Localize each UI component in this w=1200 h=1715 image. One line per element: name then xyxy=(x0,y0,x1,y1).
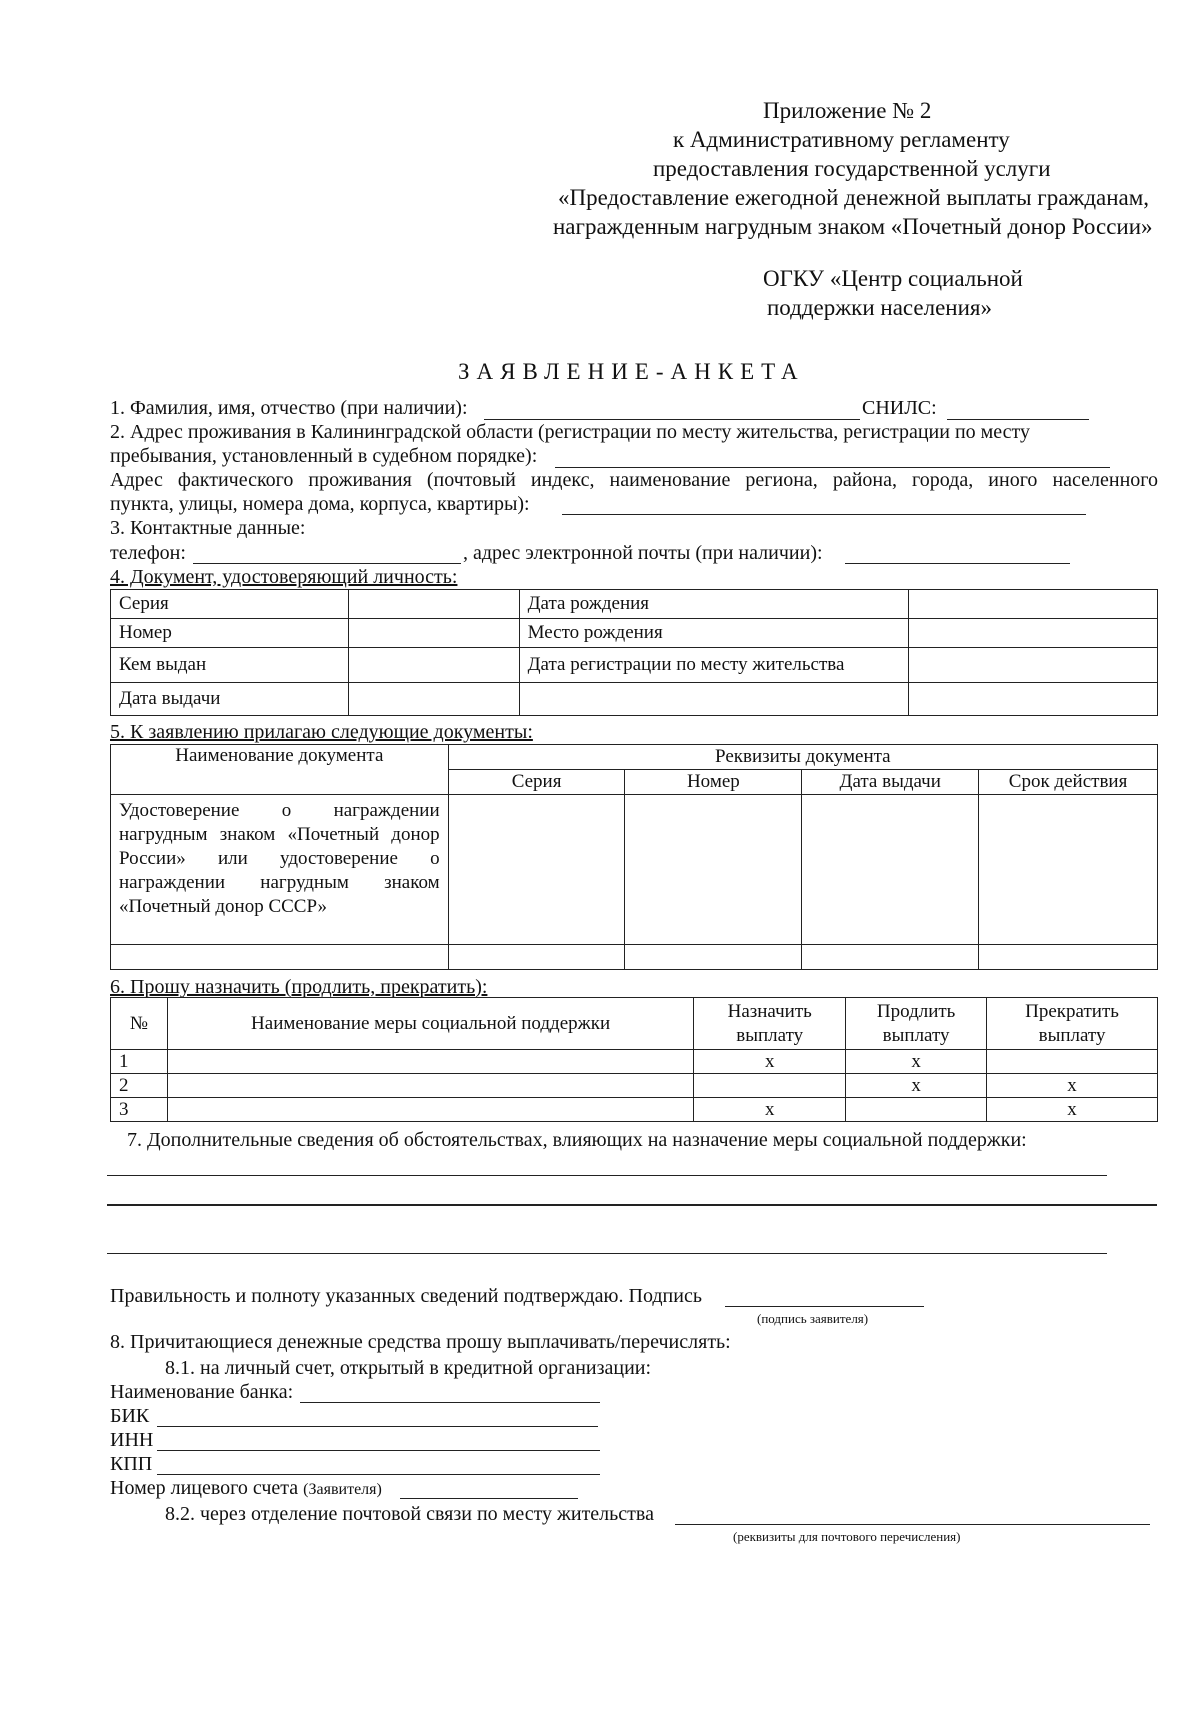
request-title: 6. Прошу назначить (продлить, прекратить): xyxy=(110,976,488,998)
table-row xyxy=(111,998,1158,1050)
appendix-line-1: Приложение № 2 xyxy=(763,98,932,123)
measure-name-cell[interactable] xyxy=(167,1098,693,1122)
birth-place-value-cell[interactable] xyxy=(909,619,1158,648)
inn-field[interactable] xyxy=(157,1450,600,1451)
empty-label-cell xyxy=(519,683,909,716)
identity-doc-title: 4. Документ, удостоверяющий личность: xyxy=(110,566,458,588)
number-column-header: № xyxy=(111,998,168,1050)
table-row xyxy=(111,590,1158,619)
table-row xyxy=(111,1050,1158,1074)
extra-doc-number-cell[interactable] xyxy=(625,945,802,970)
doc-issue-date-cell[interactable] xyxy=(802,795,979,945)
birth-place-label: Место рождения xyxy=(519,619,909,648)
personal-account-option: 8.1. на личный счет, открытый в кредитной организации: xyxy=(165,1357,652,1379)
bik-label: БИК xyxy=(110,1405,150,1427)
series-label: Серия xyxy=(111,590,349,619)
doc-requisites-header: Реквизиты документа xyxy=(448,745,1157,770)
snils-label: СНИЛС: xyxy=(862,397,937,419)
recipient-line-1: ОГКУ «Центр социальной xyxy=(763,266,1023,291)
additional-info-line-2[interactable] xyxy=(107,1204,1157,1206)
extend-cell[interactable] xyxy=(846,1098,987,1122)
fio-label: 1. Фамилия, имя, отчество (при наличии): xyxy=(110,397,468,419)
kpp-label: КПП xyxy=(110,1453,153,1475)
attached-docs-table xyxy=(110,744,1158,970)
birth-date-label: Дата рождения xyxy=(519,590,909,619)
doc-name-header: Наименование документа xyxy=(111,745,449,795)
assign-cell[interactable]: x xyxy=(694,1050,846,1074)
inn-label: ИНН xyxy=(110,1429,154,1451)
appendix-line-3: предоставления государственной услуги xyxy=(653,156,1051,181)
email-field[interactable] xyxy=(845,563,1070,564)
residence-address-field[interactable] xyxy=(555,467,1110,468)
assign-column-header: Назначить выплату xyxy=(694,998,846,1050)
table-row xyxy=(111,795,1158,945)
registration-date-label: Дата регистрации по месту жительства xyxy=(519,648,909,683)
snils-field[interactable] xyxy=(947,419,1089,420)
table-row xyxy=(111,648,1158,683)
bank-name-label: Наименование банка: xyxy=(110,1381,294,1403)
extend-column-header: Продлить выплату xyxy=(846,998,987,1050)
empty-value-cell[interactable] xyxy=(909,683,1158,716)
fio-field[interactable] xyxy=(484,419,860,420)
signature-hint: (подпись заявителя) xyxy=(757,1311,869,1326)
recipient-line-2: поддержки населения» xyxy=(767,295,992,320)
registration-date-value-cell[interactable] xyxy=(909,648,1158,683)
account-number-label-text: Номер лицевого счета xyxy=(110,1477,299,1499)
table-row xyxy=(111,945,1158,970)
kpp-field[interactable] xyxy=(157,1474,600,1475)
doc-series-cell[interactable] xyxy=(448,795,625,945)
actual-address-field[interactable] xyxy=(562,514,1086,515)
extra-doc-name-cell[interactable] xyxy=(111,945,449,970)
row-number: 2 xyxy=(111,1074,168,1098)
form-title: ЗАЯВЛЕНИЕ-АНКЕТА xyxy=(458,359,805,384)
number-label: Номер xyxy=(111,619,349,648)
issue-date-label: Дата выдачи xyxy=(111,683,349,716)
bik-field[interactable] xyxy=(157,1426,598,1427)
email-label: , адрес электронной почты (при наличии): xyxy=(463,542,823,564)
stop-cell[interactable] xyxy=(987,1050,1158,1074)
doc-validity-cell[interactable] xyxy=(979,795,1158,945)
issue-date-value-cell[interactable] xyxy=(348,683,519,716)
confirmation-text: Правильность и полноту указанных сведений подтверждаю. Подпись xyxy=(110,1285,702,1307)
support-measures-table xyxy=(110,997,1158,1122)
extra-doc-issue-date-cell[interactable] xyxy=(802,945,979,970)
extend-cell[interactable]: x xyxy=(846,1050,987,1074)
actual-address-label-2: пункта, улицы, номера дома, корпуса, квартиры): xyxy=(110,493,530,515)
extra-doc-validity-cell[interactable] xyxy=(979,945,1158,970)
assign-cell[interactable]: x xyxy=(694,1098,846,1122)
identity-doc-table xyxy=(110,589,1158,716)
signature-field[interactable] xyxy=(725,1306,924,1307)
assign-cell[interactable] xyxy=(694,1074,846,1098)
validity-header: Срок действия xyxy=(979,770,1158,795)
series-value-cell[interactable] xyxy=(348,590,519,619)
doc-number-cell[interactable] xyxy=(625,795,802,945)
measure-name-cell[interactable] xyxy=(167,1074,693,1098)
number-header: Номер xyxy=(625,770,802,795)
actual-address-label-1: Адрес фактического проживания (почтовый индекс, наименование региона, района, города, иного населенного xyxy=(110,469,1158,491)
attached-docs-title: 5. К заявлению прилагаю следующие документы: xyxy=(110,721,533,743)
post-office-option: 8.2. через отделение почтовой связи по месту жительства xyxy=(165,1503,654,1525)
account-number-hint: (Заявителя) xyxy=(303,1481,382,1498)
table-row xyxy=(111,745,1158,770)
payment-method-title: 8. Причитающиеся денежные средства прошу выплачивать/перечислять: xyxy=(110,1331,731,1353)
residence-address-label-1: 2. Адрес проживания в Калининградской области (регистрации по месту жительства, регистрации по месту xyxy=(110,421,1031,443)
measure-name-cell[interactable] xyxy=(167,1050,693,1074)
contacts-title: 3. Контактные данные: xyxy=(110,517,306,539)
stop-cell[interactable]: x xyxy=(987,1074,1158,1098)
measure-column-header: Наименование меры социальной поддержки xyxy=(167,998,693,1050)
bank-name-field[interactable] xyxy=(300,1402,600,1403)
issued-by-label: Кем выдан xyxy=(111,648,349,683)
row-number: 3 xyxy=(111,1098,168,1122)
additional-info-line-1[interactable] xyxy=(107,1175,1107,1176)
doc-name-cell: Удостоверение о награждении нагрудным знаком «Почетный донор России» или удостоверение о награждении нагрудным знаком «Почетный донор СССР» xyxy=(111,795,449,945)
account-number-field[interactable] xyxy=(400,1498,578,1499)
residence-address-label-2: пребывания, установленный в судебном порядке): xyxy=(110,445,538,467)
stop-cell[interactable]: x xyxy=(987,1098,1158,1122)
stop-column-header: Прекратить выплату xyxy=(987,998,1158,1050)
extra-doc-series-cell[interactable] xyxy=(448,945,625,970)
extend-cell[interactable]: x xyxy=(846,1074,987,1098)
phone-label: телефон: xyxy=(110,542,186,564)
appendix-line-2: к Административному регламенту xyxy=(673,127,1010,152)
additional-info-title: 7. Дополнительные сведения об обстоятельствах, влияющих на назначение меры социальной поддержки: xyxy=(127,1129,1027,1151)
table-row xyxy=(111,619,1158,648)
table-row xyxy=(111,683,1158,716)
number-value-cell[interactable] xyxy=(348,619,519,648)
additional-info-line-3[interactable] xyxy=(107,1253,1107,1254)
post-office-hint: (реквизиты для почтового перечисления) xyxy=(733,1529,961,1544)
issued-by-value-cell[interactable] xyxy=(348,648,519,683)
account-number-label xyxy=(110,1477,382,1500)
post-office-field[interactable] xyxy=(675,1524,1150,1525)
row-number: 1 xyxy=(111,1050,168,1074)
issue-date-header: Дата выдачи xyxy=(802,770,979,795)
table-row xyxy=(111,1074,1158,1098)
appendix-line-4: «Предоставление ежегодной денежной выплаты гражданам, xyxy=(558,185,1150,210)
table-row xyxy=(111,1098,1158,1122)
phone-field[interactable] xyxy=(193,563,461,564)
birth-date-value-cell[interactable] xyxy=(909,590,1158,619)
appendix-line-5: награжденным нагрудным знаком «Почетный донор России» xyxy=(553,214,1153,239)
series-header: Серия xyxy=(448,770,625,795)
